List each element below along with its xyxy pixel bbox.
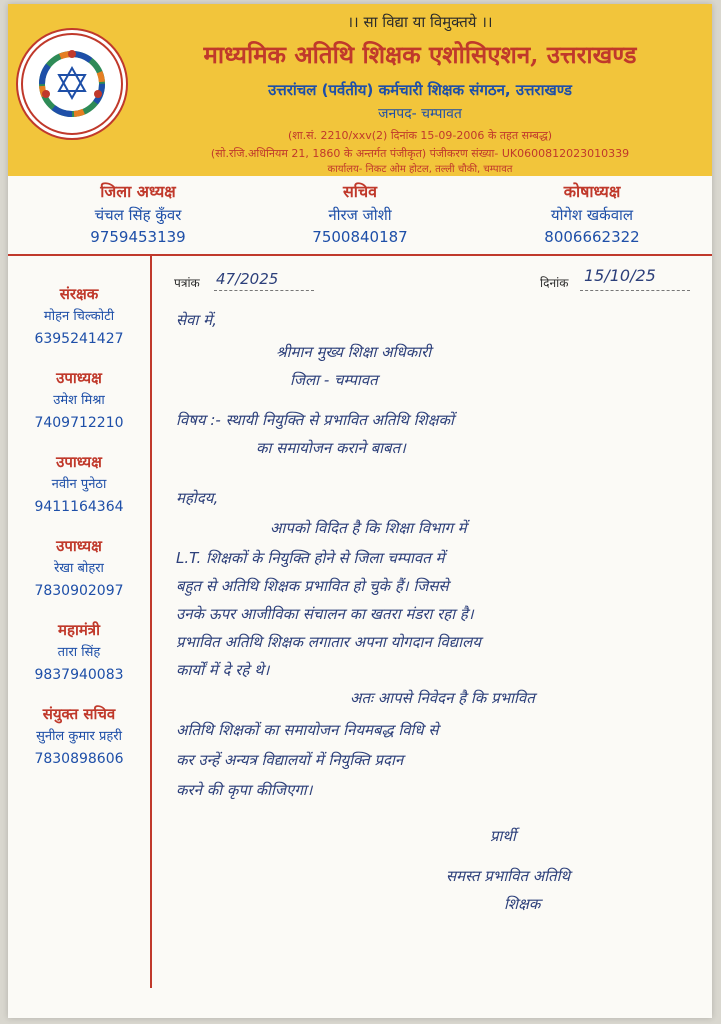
officer-treasurer xyxy=(482,180,702,248)
reference-label: पत्रांक xyxy=(174,276,200,290)
letter-to: सेवा में, xyxy=(176,311,217,329)
member-name: तारा सिंह xyxy=(57,645,101,660)
member-entry xyxy=(8,366,150,450)
letterhead-page xyxy=(8,4,712,1018)
letter-salutation: महोदय, xyxy=(176,489,219,507)
logo-emblem-icon xyxy=(18,30,126,138)
sidebar-divider xyxy=(150,256,152,988)
officer-phone: 7500840187 xyxy=(312,228,408,246)
letter-body-line: अतिथि शिक्षकों का समायोजन नियमबद्ध विधि से xyxy=(176,721,439,739)
member-name: रेखा बोहरा xyxy=(54,561,104,576)
member-name: सुनील कुमार प्रहरी xyxy=(36,729,122,744)
member-entry xyxy=(8,618,150,702)
member-phone: 9411164364 xyxy=(34,499,124,515)
letter-body xyxy=(160,260,708,960)
parent-organization: उत्तरांचल (पर्वतीय) कर्मचारी शिक्षक संगठन, उत्तराखण्ड xyxy=(268,81,572,99)
letter-addressee: श्रीमान मुख्य शिक्षा अधिकारी xyxy=(276,343,432,361)
officer-name: चंचल सिंह कुँवर xyxy=(94,206,182,224)
reference-number: 47/2025 xyxy=(216,270,279,288)
member-phone: 7830902097 xyxy=(34,583,124,599)
officer-role: जिला अध्यक्ष xyxy=(100,182,176,201)
member-entry xyxy=(8,702,150,786)
officer-secretary xyxy=(250,180,470,248)
letter-body-line: L.T. शिक्षकों के नियुक्ति होने से जिला चम्पावत में xyxy=(176,549,445,567)
letter-addressee-place: जिला - चम्पावत xyxy=(290,371,378,389)
member-phone: 7409712210 xyxy=(34,415,124,431)
letter-date: 15/10/25 xyxy=(584,266,656,285)
letter-body-line: उनके ऊपर आजीविका संचालन का खतरा मंडरा रहा है। xyxy=(176,605,474,623)
member-entry xyxy=(8,534,150,618)
member-role: उपाध्यक्ष xyxy=(56,369,102,387)
member-role: संयुक्त सचिव xyxy=(42,705,116,723)
letter-signatory-line-1: समस्त प्रभावित अतिथि xyxy=(446,867,571,885)
officer-name: नीरज जोशी xyxy=(328,206,392,224)
office-address: कार्यालय- निकट ओम होटल, तल्ली चौकी, चम्पावत xyxy=(327,164,513,175)
letter-body-line: प्रभावित अतिथि शिक्षक लगातार अपना योगदान विद्यालय xyxy=(176,633,481,651)
member-phone: 6395241427 xyxy=(34,331,124,347)
registration-number: (सो.रजि.अधिनियम 21, 1860 के अन्तर्गत पंजीकृत) पंजीकरण संख्या- UK0600812023010339 xyxy=(210,147,630,160)
member-role: उपाध्यक्ष xyxy=(56,453,102,471)
letter-body-line: अतः आपसे निवेदन है कि प्रभावित xyxy=(350,689,535,707)
reference-underline xyxy=(214,290,314,291)
letter-subject-line-1: विषय :- स्थायी नियुक्ति से प्रभावित अतिथि शिक्षकों xyxy=(176,411,454,429)
officer-phone: 8006662322 xyxy=(544,228,640,246)
member-phone: 7830898606 xyxy=(34,751,124,767)
letter-subject-line-2: का समायोजन कराने बाबत। xyxy=(256,439,406,457)
member-entry xyxy=(8,450,150,534)
letter-body-line: आपको विदित है कि शिक्षा विभाग में xyxy=(270,519,467,537)
association-title: माध्यमिक अतिथि शिक्षक एशोसिएशन, उत्तराखण्ड xyxy=(203,40,637,69)
member-name: उमेश मिश्रा xyxy=(53,393,105,408)
member-role: उपाध्यक्ष xyxy=(56,537,102,555)
officer-phone: 9759453139 xyxy=(90,228,186,246)
officer-president xyxy=(28,180,248,248)
officer-role: कोषाध्यक्ष xyxy=(563,182,621,201)
member-entry xyxy=(8,282,150,366)
date-underline xyxy=(580,290,690,291)
letter-body-line: कर उन्हें अन्यत्र विद्यालयों में नियुक्ति प्रदान xyxy=(176,751,404,769)
officer-role: सचिव xyxy=(342,182,378,201)
member-name: नवीन पुनेठा xyxy=(51,477,107,492)
letterhead-header xyxy=(8,4,712,176)
letter-signatory-line-2: शिक्षक xyxy=(504,895,541,913)
header-motto: ।। सा विद्या या विमुक्तये ।। xyxy=(347,13,493,31)
member-phone: 9837940083 xyxy=(34,667,124,683)
members-sidebar xyxy=(8,282,150,786)
header-divider xyxy=(8,254,712,256)
letter-closing: प्रार्थी xyxy=(490,827,516,845)
affiliation-note: (शा.सं. 2210/xxv(2) दिनांक 15-09-2006 के तहत सम्बद्ध) xyxy=(287,129,553,142)
letter-body-line: बहुत से अतिथि शिक्षक प्रभावित हो चुके हैं। जिससे xyxy=(176,577,449,595)
member-role: महामंत्री xyxy=(58,621,100,639)
officers-row xyxy=(8,180,712,252)
letter-body-line: करने की कृपा कीजिएगा। xyxy=(176,781,313,799)
officer-name: योगेश खर्कवाल xyxy=(550,206,634,224)
member-role: संरक्षक xyxy=(59,285,99,303)
district-label: जनपद- चम्पावत xyxy=(378,106,462,122)
date-label: दिनांक xyxy=(540,276,569,290)
association-logo xyxy=(16,28,128,140)
member-name: मोहन चिल्कोटी xyxy=(43,309,115,324)
letter-body-line: कार्यों में दे रहे थे। xyxy=(176,661,270,679)
